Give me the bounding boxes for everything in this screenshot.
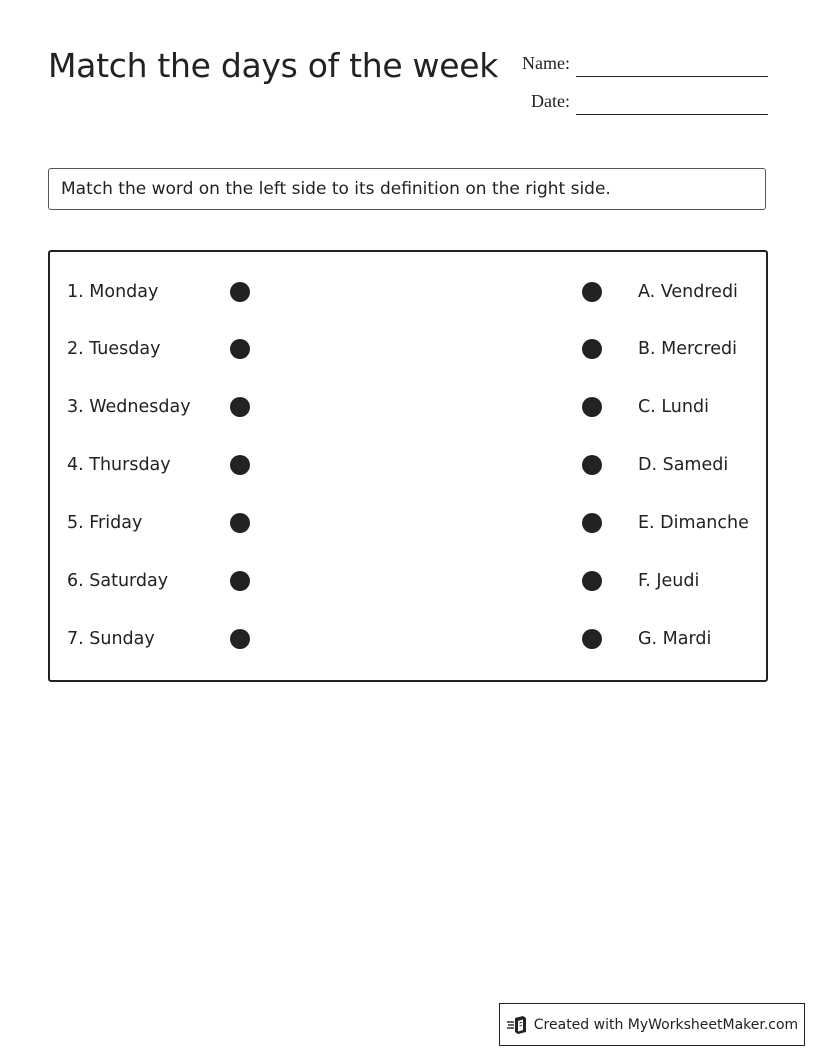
left-dot[interactable] (230, 629, 250, 649)
right-term: E. Dimanche (638, 513, 749, 533)
footer-credit[interactable] (499, 1003, 805, 1046)
right-term: F. Jeudi (638, 571, 700, 591)
name-label: Name: (522, 53, 570, 73)
left-dot[interactable] (230, 455, 250, 475)
match-row (50, 453, 766, 477)
instructions-box: Match the word on the left side to its definition on the right side. (48, 168, 766, 210)
match-row (50, 337, 766, 361)
date-line[interactable] (576, 114, 768, 115)
left-dot[interactable] (230, 513, 250, 533)
left-dot[interactable] (230, 397, 250, 417)
right-dot[interactable] (582, 629, 602, 649)
right-dot[interactable] (582, 513, 602, 533)
matching-box (48, 250, 768, 682)
right-term: B. Mercredi (638, 339, 737, 359)
name-line[interactable] (576, 76, 768, 77)
right-term: D. Samedi (638, 455, 729, 475)
left-dot[interactable] (230, 571, 250, 591)
right-term: C. Lundi (638, 397, 709, 417)
left-term: 7. Sunday (67, 629, 155, 649)
match-row (50, 569, 766, 593)
right-dot[interactable] (582, 339, 602, 359)
right-term: G. Mardi (638, 629, 712, 649)
page-title: Match the days of the week (48, 46, 499, 85)
left-term: 2. Tuesday (67, 339, 161, 359)
right-term: A. Vendredi (638, 282, 738, 302)
match-row (50, 280, 766, 304)
right-dot[interactable] (582, 282, 602, 302)
right-dot[interactable] (582, 455, 602, 475)
left-term: 6. Saturday (67, 571, 169, 591)
left-term: 4. Thursday (67, 455, 171, 475)
right-dot[interactable] (582, 571, 602, 591)
date-field (440, 91, 570, 115)
footer-text: Created with MyWorksheetMaker.com (533, 1016, 799, 1033)
right-dot[interactable] (582, 397, 602, 417)
left-term: 1. Monday (67, 282, 159, 302)
left-term: 5. Friday (67, 513, 143, 533)
left-term: 3. Wednesday (67, 397, 191, 417)
date-label: Date: (531, 91, 570, 111)
left-dot[interactable] (230, 339, 250, 359)
match-row (50, 511, 766, 535)
worksheet-maker-logo-icon (506, 1014, 528, 1036)
match-row (50, 627, 766, 651)
name-field (440, 53, 570, 77)
left-dot[interactable] (230, 282, 250, 302)
match-row (50, 395, 766, 419)
